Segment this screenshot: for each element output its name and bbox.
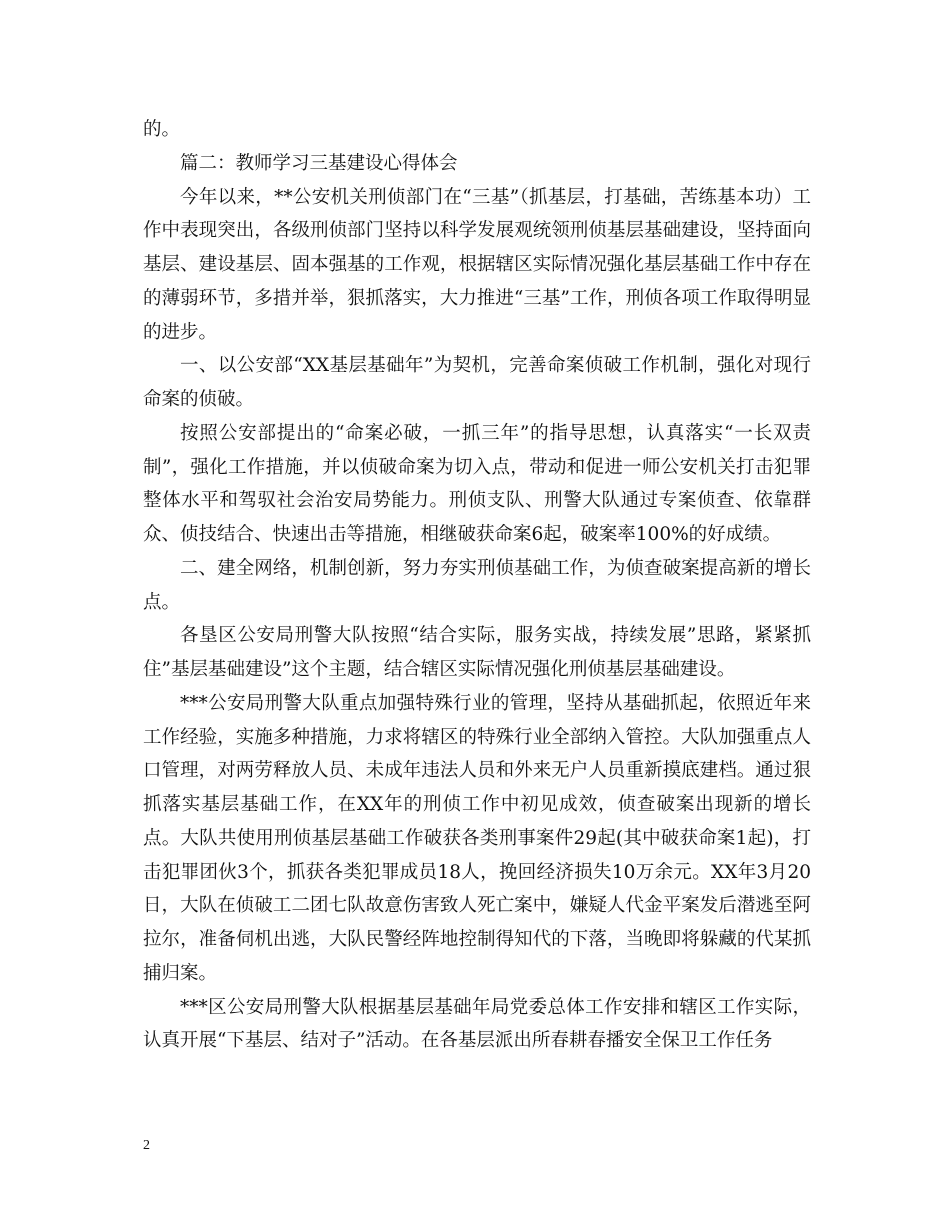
paragraph-continuation: 的。 [143, 119, 181, 140]
document-body [143, 113, 811, 1058]
paragraph: 各垦区公安局刑警大队按照“结合实际，服务实战，持续发展”思路，紧紧抓住”基层基础建设”这个主题，结合辖区实际情况强化刑侦基层基础建设。 [143, 625, 811, 680]
paragraph: 按照公安部提出的“命案必破，一抓三年”的指导思想，认真落实“一长双责制”，强化工作措施，并以侦破命案为切入点，带动和促进一师公安机关打击犯罪整体水平和驾驭社会治安局势能力。刑侦支队、刑警大队通过专案侦查、依靠群众、侦技结合、快速出击等措施，相继破获命案6起，破案率100%的好成绩。 [143, 422, 811, 545]
section-heading-two: 二、建全网络，机制创新，努力夯实刑侦基础工作，为侦查破案提高新的增长点。 [143, 557, 811, 613]
paragraph: 今年以来，**公安机关刑侦部门在“三基”（抓基层，打基础，苦练基本功）工作中表现突出，各级刑侦部门坚持以科学发展观统领刑侦基层基础建设，坚持面向基层、建设基层、固本强基的工作观，根据辖区实际情况强化基层基础工作中存在的薄弱环节，多措并举，狠抓落实，大力推进“三基”工作，刑侦各项工作取得明显的进步。 [143, 186, 811, 343]
section-title: 篇二：教师学习三基建设心得体会 [180, 152, 458, 174]
paragraph: ***区公安局刑警大队根据基层基础年局党委总体工作安排和辖区工作实际，认真开展“下基层、结对子”活动。在各基层派出所春耕春播安全保卫工作任务 [143, 996, 811, 1052]
page-number: 2 [143, 1138, 150, 1153]
section-heading-one: 一、以公安部“XX基层基础年”为契机，完善命案侦破工作机制，强化对现行命案的侦破。 [143, 355, 811, 410]
paragraph: ***公安局刑警大队重点加强特殊行业的管理，坚持从基础抓起，依照近年来工作经验，实施多种措施，力求将辖区的特殊行业全部纳入管控。大队加强重点人口管理，对两劳释放人员、未成年违法人员和外来无户人员重新摸底建档。通过狠抓落实基层基础工作，在XX年的刑侦工作中初见成效，侦查破案出现新的增长点。大队共使用刑侦基层基础工作破获各类刑事案件29起(其中破获命案1起)，打击犯罪团伙3个，抓获各类犯罪成员18人，挽回经济损失10万余元。XX年3月20日，大队在侦破工二团七队故意伤害致人死亡案中，嫌疑人代金平案发后潜逃至阿拉尔，准备伺机出逃，大队民警经阵地控制得知代的下落，当晚即将躲藏的代某抓捕归案。 [143, 692, 811, 984]
